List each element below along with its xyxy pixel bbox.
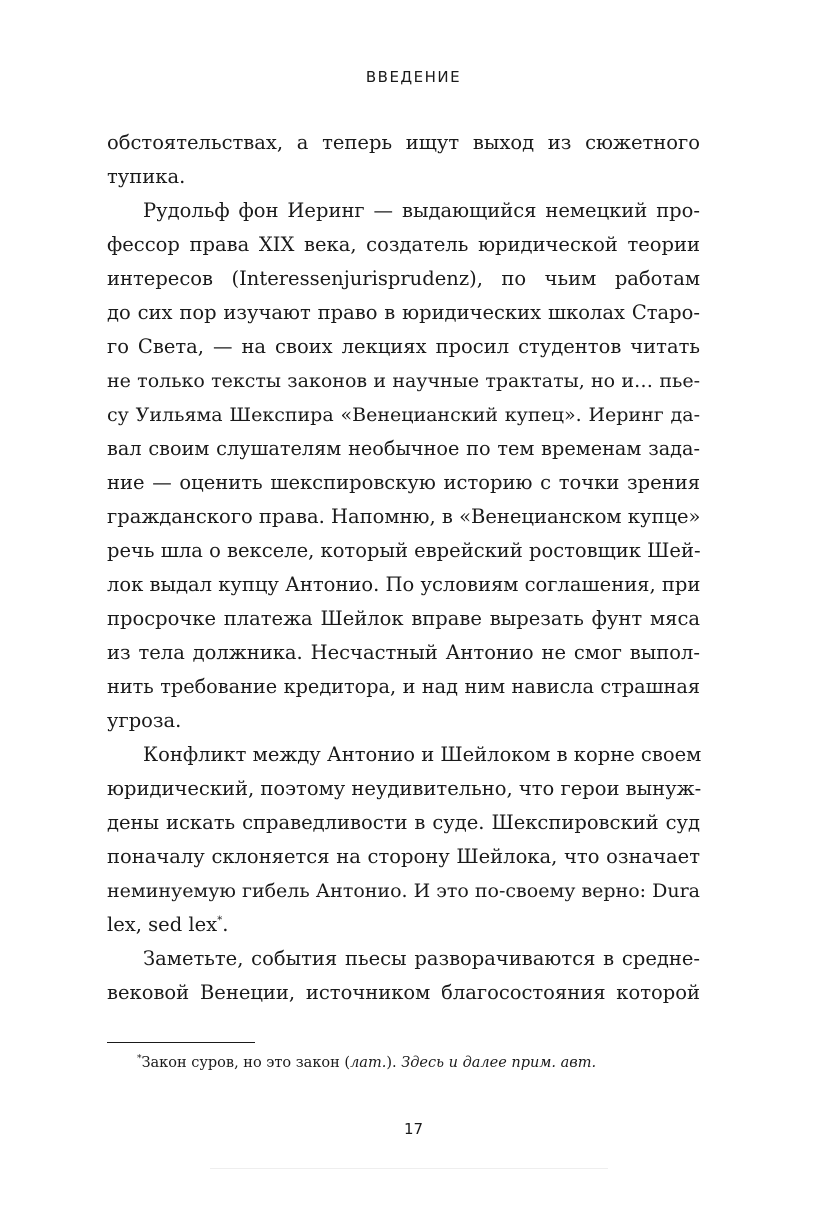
footnote-separator <box>107 1042 255 1043</box>
running-header: ВВЕДЕНИЕ <box>365 68 462 86</box>
text-line: фессор права XIX века, создатель юридической теории <box>107 233 700 256</box>
text-line: вал своим слушателям необычное по тем временам зада- <box>107 437 700 460</box>
text-line: из тела должника. Несчастный Антонио не смог выпол- <box>107 641 700 664</box>
text-line: угроза. <box>107 709 182 732</box>
text-line: Заметьте, события пьесы разворачиваются в средне- <box>143 947 700 970</box>
text-line: ние — оценить шекспировскую историю с точки зрения <box>107 471 700 494</box>
text-line: гражданского права. Напомню, в «Венецианском купце» <box>107 505 701 528</box>
text-line: лок выдал купцу Антонио. По условиям соглашения, при <box>107 573 701 596</box>
text-line: го Света, — на своих лекциях просил студентов читать <box>107 335 700 358</box>
text-line: обстоятельствах, а теперь ищут выход из сюжетного <box>107 131 700 154</box>
text-line: су Уильяма Шекспира «Венецианский купец». Иеринг да- <box>107 404 700 426</box>
text-line: речь шла о векселе, который еврейский ростовщик Шей- <box>107 539 701 562</box>
page-number: 17 <box>403 1120 424 1138</box>
footnote-author-note: Здесь и далее прим. авт. <box>401 1055 597 1071</box>
footnote-abbreviation: лат. <box>350 1055 387 1071</box>
text-line: поначалу склоняется на сторону Шейлока, что означает <box>107 845 700 868</box>
text-line: просрочке платежа Шейлок вправе вырезать фунт мяса <box>107 607 700 630</box>
text-line: не только тексты законов и научные трактаты, но и… пье- <box>107 370 700 392</box>
text-line-content: lex, sed lex <box>107 913 218 936</box>
text-line: нить требование кредитора, и над ним нависла страшная <box>107 675 700 698</box>
text-line: юридический, поэтому неудивительно, что герои вынуж- <box>107 777 702 800</box>
text-line: Рудольф фон Иеринг — выдающийся немецкий про- <box>143 199 700 222</box>
text-line: тупика. <box>107 165 186 188</box>
text-line: Конфликт между Антонио и Шейлоком в корне своем <box>143 743 702 766</box>
bottom-divider <box>210 1168 608 1169</box>
footnote-reference[interactable]: * <box>217 915 223 926</box>
text-line: интересов (Interessenjurisprudenz), по чьим работам <box>107 267 700 290</box>
footnote-text: Закон суров, но это закон ( <box>141 1055 351 1071</box>
footnote-marker: * <box>137 1054 142 1064</box>
text-line: до сих пор изучают право в юридических школах Старо- <box>107 301 700 324</box>
footnote-text-close: ). <box>386 1055 402 1071</box>
text-line: неминуемую гибель Антонио. И это по-своему верно: Dura <box>107 880 700 902</box>
text-line: дены искать справедливости в суде. Шекспировский суд <box>107 811 700 834</box>
footnote <box>137 1052 697 1074</box>
text-line: вековой Венеции, источником благосостояния которой <box>107 981 700 1004</box>
text-line: lex, sed lex*. <box>107 913 229 936</box>
